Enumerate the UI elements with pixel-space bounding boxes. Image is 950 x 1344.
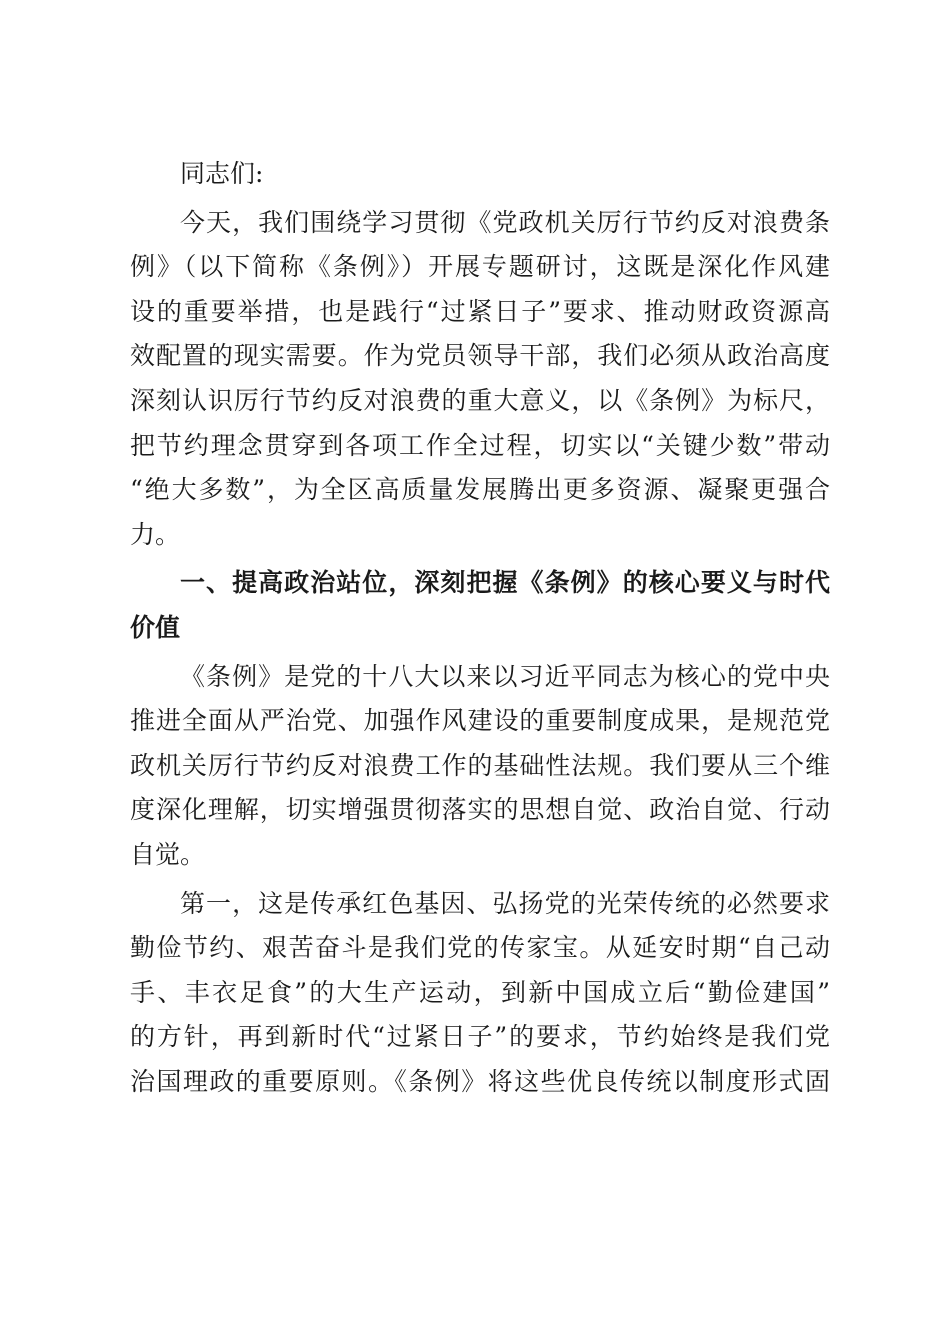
paragraph-line: 政机关厉行节约反对浪费工作的基础性法规。我们要从三个维 bbox=[130, 750, 830, 780]
section-heading-1 bbox=[130, 561, 830, 650]
paragraph-line: “绝大多数”，为全区高质量发展腾出更多资源、凝聚更强合 bbox=[130, 475, 830, 505]
paragraph-line: 的方针，再到新时代“过紧日子”的要求，节约始终是我们党 bbox=[130, 1022, 830, 1052]
heading-line: 价值 bbox=[130, 612, 181, 642]
paragraph-regulation bbox=[130, 655, 830, 878]
salutation: 同志们: bbox=[180, 159, 264, 188]
paragraph-line: 设的重要举措，也是践行“过紧日子”要求、推动财政资源高 bbox=[130, 296, 830, 326]
paragraph-first-point bbox=[130, 882, 830, 1105]
document-body bbox=[130, 152, 830, 1104]
paragraph-line: 推进全面从严治党、加强作风建设的重要制度成果，是规范党 bbox=[130, 706, 830, 736]
paragraph-line: 《条例》是党的十八大以来以习近平同志为核心的党中央 bbox=[180, 661, 830, 691]
paragraph-line: 今天，我们围绕学习贯彻《党政机关厉行节约反对浪费条 bbox=[180, 207, 830, 237]
paragraph-line: 勤俭节约、艰苦奋斗是我们党的传家宝。从延安时期“自己动 bbox=[130, 933, 830, 963]
heading-line: 一、提高政治站位，深刻把握《条例》的核心要义与时代 bbox=[180, 568, 830, 598]
paragraph-line: 效配置的现实需要。作为党员领导干部，我们必须从政治高度 bbox=[130, 341, 830, 371]
paragraph-line: 手、丰衣足食”的大生产运动，到新中国成立后“勤俭建国” bbox=[130, 977, 830, 1007]
paragraph-line: 深刻认识厉行节约反对浪费的重大意义，以《条例》为标尺， bbox=[130, 385, 830, 415]
paragraph-line: 治国理政的重要原则。《条例》将这些优良传统以制度形式固 bbox=[130, 1066, 830, 1096]
paragraph-line: 力。 bbox=[130, 519, 181, 549]
paragraph-intro bbox=[130, 201, 830, 558]
paragraph-line: 例》（以下简称《条例》）开展专题研讨，这既是深化作风建 bbox=[130, 252, 830, 282]
paragraph-line: 把节约理念贯穿到各项工作全过程，切实以“关键少数”带动 bbox=[130, 430, 830, 460]
paragraph-line: 第一，这是传承红色基因、弘扬党的光荣传统的必然要求 bbox=[180, 888, 830, 918]
paragraph-line: 度深化理解，切实增强贯彻落实的思想自觉、政治自觉、行动 bbox=[130, 795, 830, 825]
paragraph-line: 自觉。 bbox=[130, 839, 206, 869]
